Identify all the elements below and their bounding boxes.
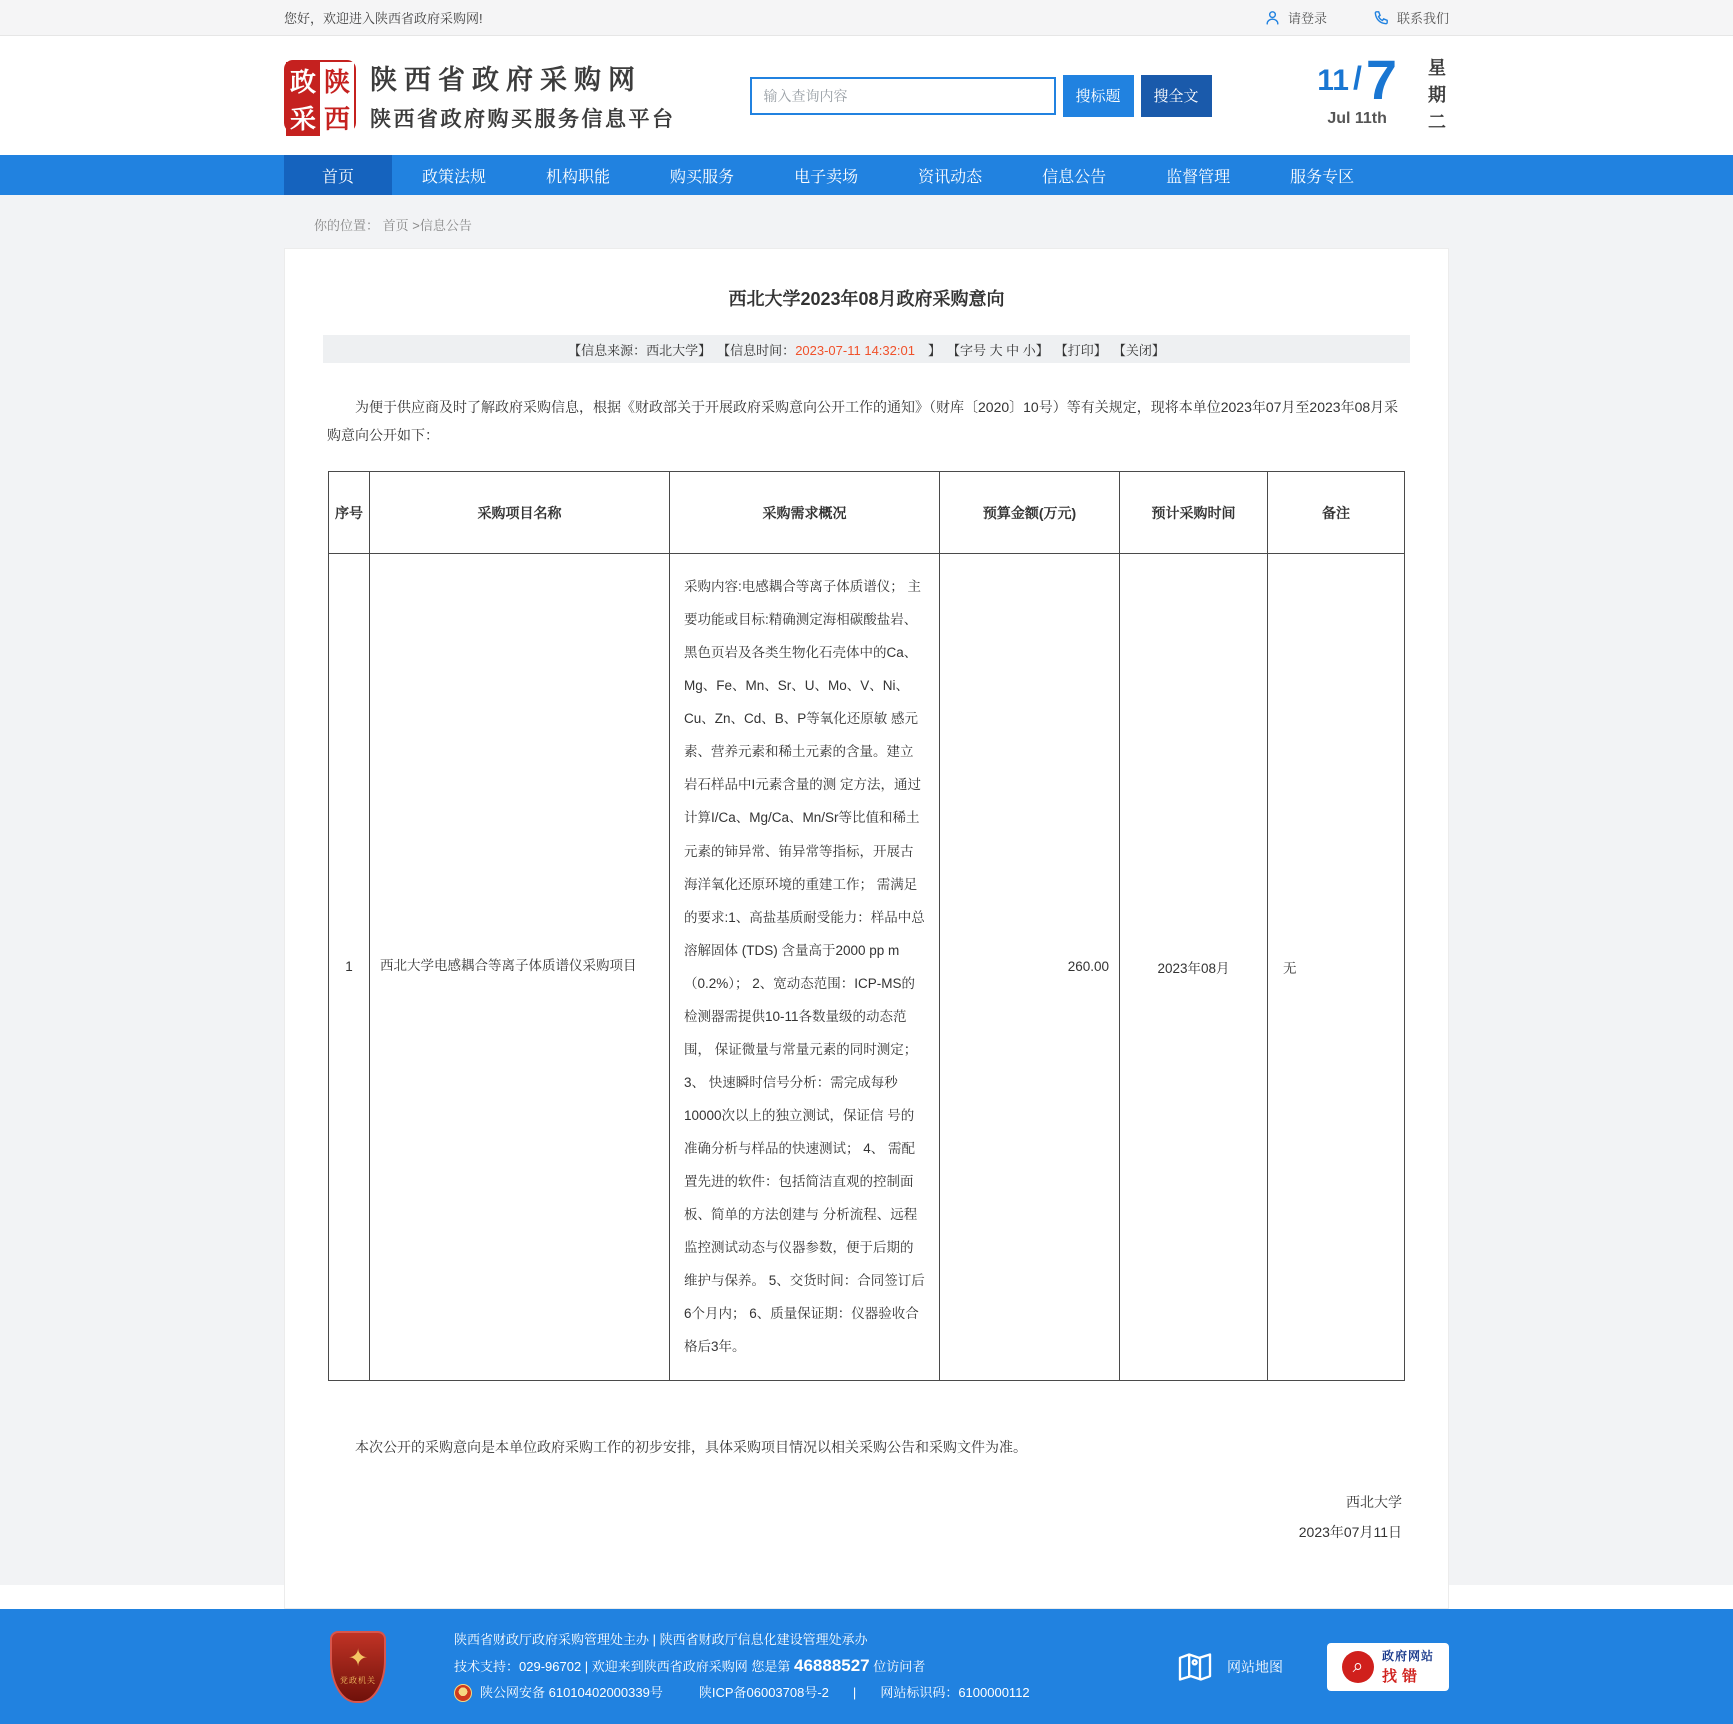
website-error-report-widget[interactable] (1327, 1643, 1449, 1691)
map-icon (1175, 1647, 1215, 1687)
footer-support-line (454, 1653, 1030, 1680)
nav-item-e-marketplace[interactable]: 电子卖场 (794, 168, 859, 186)
site-subtitle: 陕西省政府购买服务信息平台 (370, 108, 676, 131)
meta-time-value: 2023-07-11 14:32:01 (795, 342, 915, 358)
seal-char: 政 (289, 67, 316, 98)
print-button[interactable]: 【打印】 (1054, 342, 1107, 358)
nav-item-news[interactable]: 资讯动态 (918, 168, 983, 186)
article-card (284, 248, 1449, 1609)
seal-char: 采 (289, 104, 316, 135)
police-registration-link[interactable]: 陕公网安备 61010402000339号 (480, 1685, 663, 1701)
breadcrumb-prefix: 你的位置： (314, 218, 380, 233)
meta-time-prefix: 【信息时间： (717, 342, 796, 358)
badge-emblem-icon: ✦ (347, 1645, 369, 1673)
table-header-row (329, 472, 1405, 554)
col-header-no: 序号 (329, 472, 370, 554)
nav-item-functions[interactable]: 机构职能 (546, 168, 611, 186)
footer-organizer-line: 陕西省财政厅政府采购管理处主办 | 陕西省财政厅信息化建设管理处承办 (454, 1632, 868, 1648)
magnifier-icon: ⌕ (1342, 1651, 1374, 1683)
footer-support-prefix: 技术支持：029-96702 | 欢迎来到陕西省政府采购网 您是第 (454, 1659, 794, 1675)
meta-time-suffix: 】 (914, 342, 941, 358)
signature-date: 2023年07月11日 (1298, 1524, 1402, 1541)
col-header-project-name: 采购项目名称 (370, 472, 670, 554)
beian-separator: | (852, 1685, 857, 1701)
search-fulltext-button[interactable]: 搜全文 (1141, 75, 1212, 117)
close-button[interactable]: 【关闭】 (1112, 342, 1165, 358)
cell-demand: 采购内容:电感耦合等离子体质谱仪； 主要功能或目标:精确测定海相碳酸盐岩、黑色页岩及各类生物化石壳体中的Ca、Mg、Fe、Mn、Sr、U、Mo、V、Ni、Cu、Zn、Cd、B、P等氧化还原敏 感元素、营养元素和稀土元素的含量。建立岩石样品中I元素含量的测 定方法，通过计算I/Ca、Mg/Ca、Mn/Sr等比值和稀土元素的铈异常、铕异常等指标，开展古海洋氧化还原环境的重建工作； 需满足的要求:1、高盐基质耐受能力：样品中总溶解固体 (TDS) 含量高于2000 pp m （0.2%）； 2、宽动态范围：ICP-MS的检测器需提供10-11各数量级的动态范围， 保证微量与常量元素的同时测定； 3、 快速瞬时信号分析：需完成每秒10000次以上的独立测试，保证信 号的准确分析与样品的快速测试； 4、 需配置先进的软件：包括简洁直观的控制面板、简单的方法创建与 分析流程、远程监控测试动态与仪器参数，便于后期的维护与保养。 5、交货时间：合同签订后6个月内； 6、质量保证期：仪器验收合格后3年。 (670, 554, 940, 1381)
topbar (0, 0, 1733, 36)
finder-action: 找错 (1381, 1668, 1422, 1686)
nav-item-home[interactable]: 首页 (284, 155, 392, 195)
table-row (329, 554, 1405, 1381)
breadcrumb-home-link[interactable]: 首页 (382, 218, 409, 233)
date-weekday: 星期二 (1426, 58, 1446, 139)
breadcrumb-current-link[interactable]: 信息公告 (419, 218, 472, 233)
meta-time (717, 340, 941, 359)
seal-char: 西 (323, 104, 350, 135)
nav-item-service-zone[interactable]: 服务专区 (1290, 168, 1355, 186)
col-header-budget: 预算金额(万元) (940, 472, 1120, 554)
sitemap-label: 网站地图 (1227, 1658, 1283, 1675)
site-footer (0, 1609, 1733, 1724)
site-code: 网站标识码：6100000112 (880, 1685, 1030, 1701)
party-gov-badge-icon (330, 1631, 386, 1703)
article-title: 西北大学2023年08月政府采购意向 (728, 289, 1005, 309)
nav-item-policies[interactable]: 政策法规 (422, 168, 487, 186)
search-title-button[interactable]: 搜标题 (1063, 75, 1134, 117)
date-month: 11 (1317, 64, 1349, 97)
nav-item-supervision[interactable]: 监督管理 (1166, 168, 1231, 186)
col-header-note: 备注 (1268, 472, 1405, 554)
fontsize-controls[interactable]: 【字号 大 中 小】 (946, 342, 1049, 358)
phone-icon (1373, 9, 1390, 26)
date-english: Jul 11th (1327, 110, 1387, 127)
meta-source: 【信息来源：西北大学】 (568, 342, 712, 358)
search-input[interactable] (750, 77, 1056, 115)
cell-no: 1 (329, 554, 370, 1381)
site-header (0, 36, 1733, 155)
search-zone (750, 75, 1212, 117)
sitemap-link[interactable] (1175, 1647, 1283, 1687)
col-header-demand: 采购需求概况 (670, 472, 940, 554)
seal-char: 陕 (323, 67, 350, 98)
user-icon (1264, 9, 1281, 26)
cell-budget: 260.00 (940, 554, 1120, 1381)
cell-note: 无 (1268, 554, 1405, 1381)
signature-org: 西北大学 (1346, 1493, 1402, 1510)
contact-link[interactable] (1373, 8, 1449, 27)
nav-item-purchase-service[interactable]: 购买服务 (670, 168, 735, 186)
breadcrumb (284, 195, 1449, 248)
main-nav (0, 155, 1733, 195)
footer-support-suffix: 位访问者 (869, 1659, 926, 1675)
contact-label: 联系我们 (1396, 11, 1449, 26)
site-logo[interactable] (284, 58, 676, 133)
login-label: 请登录 (1287, 11, 1327, 26)
nav-item-announcements[interactable]: 信息公告 (1042, 168, 1107, 186)
icp-registration-link[interactable]: 陕ICP备06003708号-2 (698, 1685, 829, 1701)
date-slash: / (1352, 60, 1362, 96)
badge-label: 党政机关 (340, 1676, 376, 1686)
date-day: 7 (1365, 48, 1397, 111)
intro-paragraph: 为便于供应商及时了解政府采购信息，根据《财政部关于开展政府采购意向公开工作的通知》（财库〔2020〕10号）等有关规定，现将本单位2023年07月至2023年08月采购意向公开如下： (327, 399, 1399, 443)
login-link[interactable] (1264, 8, 1327, 27)
date-widget (1317, 48, 1449, 139)
breadcrumb-separator: > (412, 218, 420, 233)
finder-title: 政府网站 (1381, 1649, 1434, 1664)
topbar-greeting: 您好，欢迎进入陕西省政府采购网! (284, 11, 483, 26)
seal-logo-icon (284, 60, 356, 135)
cell-project-name: 西北大学电感耦合等离子体质谱仪采购项目 (370, 554, 670, 1381)
closing-paragraph: 本次公开的采购意向是本单位政府采购工作的初步安排，具体采购项目情况以相关采购公告和采购文件为准。 (355, 1438, 1027, 1455)
footer-beian-line (454, 1680, 1030, 1706)
main-content (0, 195, 1733, 1609)
site-title: 陕西省政府采购网 (370, 65, 642, 95)
visitor-count: 46888527 (794, 1656, 870, 1676)
national-emblem-icon: ★ (454, 1684, 472, 1702)
cell-time: 2023年08月 (1120, 554, 1268, 1381)
col-header-time: 预计采购时间 (1120, 472, 1268, 554)
procurement-table (328, 471, 1405, 1381)
article-meta-bar (323, 335, 1410, 363)
